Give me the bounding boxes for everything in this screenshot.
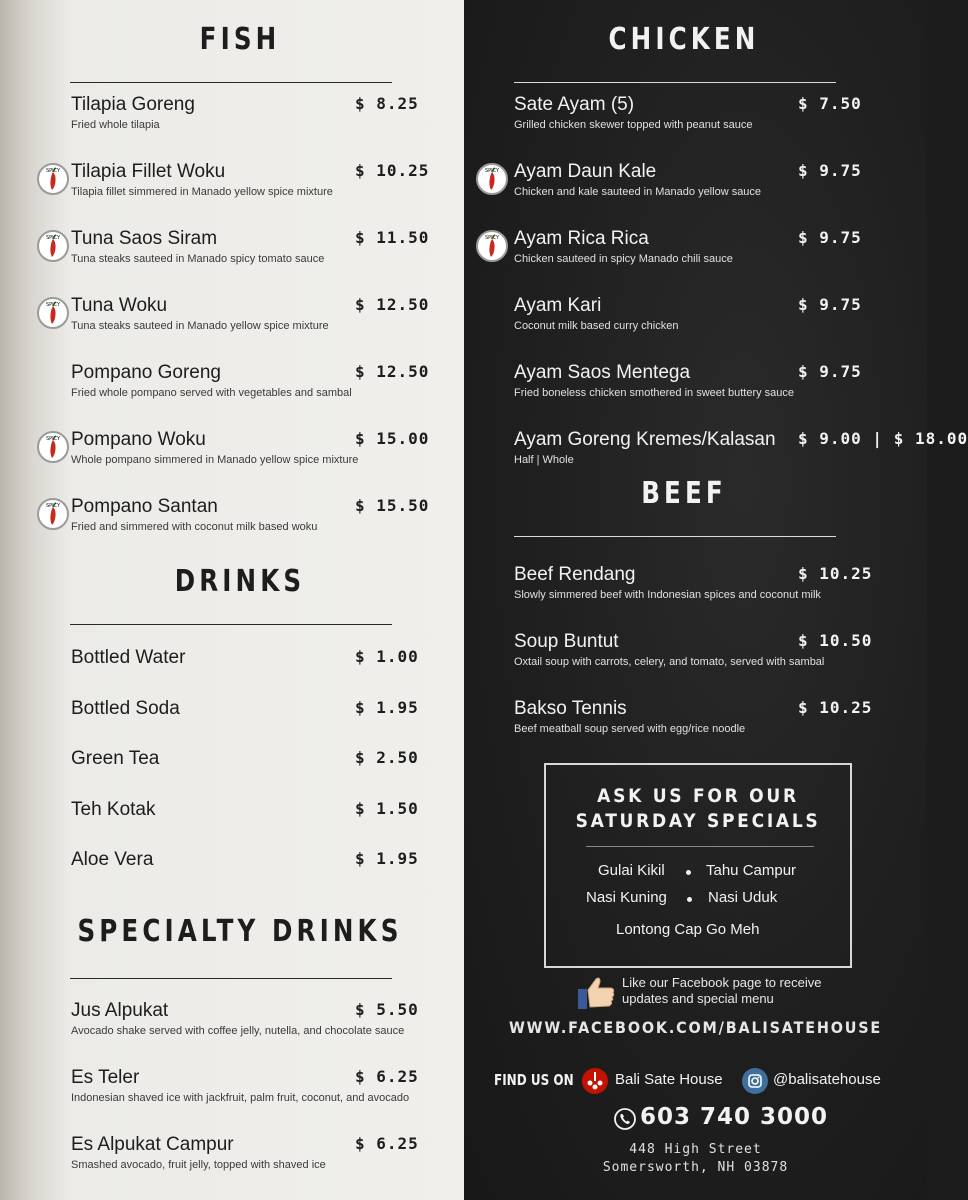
menu-item-price: $ 2.50 — [355, 748, 419, 767]
instagram-icon[interactable] — [741, 1067, 769, 1095]
menu-item-price: $ 9.75 — [798, 161, 862, 180]
menu-item-name: Tuna Woku — [71, 295, 168, 316]
menu-item-name: Tilapia Goreng — [71, 94, 195, 115]
menu-item-description: Whole pompano simmered in Manado yellow spice mixture — [71, 454, 359, 466]
menu-item-description: Half | Whole — [514, 454, 574, 466]
menu-item-name: Aloe Vera — [71, 849, 154, 870]
address-line2: Somersworth, NH 03878 — [602, 1160, 789, 1175]
menu-item-name: Ayam Saos Mentega — [514, 362, 691, 383]
find-us-label: FIND US ON — [494, 1071, 574, 1089]
phone-icon — [614, 1108, 636, 1130]
menu-item-price: $ 9.75 — [798, 228, 862, 247]
menu-item — [71, 362, 431, 402]
menu-item — [71, 1134, 431, 1174]
menu-item-price: $ 1.00 — [355, 647, 419, 666]
phone-number[interactable]: 603 740 3000 — [640, 1104, 829, 1130]
menu-item-price: $ 15.50 — [355, 496, 430, 515]
specials-divider — [586, 846, 814, 847]
menu-item-name: Bottled Water — [71, 647, 186, 668]
menu-item — [514, 564, 924, 604]
menu-item-price: $ 9.00 | $ 18.00 — [798, 429, 968, 448]
specialty-drinks-section-title: SPECIALTY DRINKS — [77, 914, 403, 949]
menu-item-price: $ 1.95 — [355, 849, 419, 868]
right-panel — [464, 0, 968, 1200]
instagram-handle[interactable]: @balisatehouse — [773, 1071, 881, 1088]
menu-item — [514, 94, 924, 134]
fish-title-rule — [70, 82, 392, 83]
thumbs-up-icon — [576, 975, 616, 1011]
menu-item-name: Jus Alpukat — [71, 1000, 169, 1021]
menu-item — [71, 799, 431, 839]
spicy-chili-icon — [37, 297, 69, 329]
menu-item-price: $ 7.50 — [798, 94, 862, 113]
menu-item — [71, 496, 431, 536]
chicken-section-title: CHICKEN — [608, 22, 760, 57]
saturday-specials-box — [544, 763, 852, 968]
menu-item — [71, 698, 431, 738]
menu-item-description: Chicken sauteed in spicy Manado chili sauce — [514, 253, 733, 265]
address-line1: 448 High Street — [629, 1142, 762, 1157]
menu-item — [71, 228, 431, 268]
menu-item-name: Sate Ayam (5) — [514, 94, 635, 115]
specials-title-line2: SATURDAY SPECIALS — [575, 810, 821, 832]
menu-item-name: Ayam Kari — [514, 295, 602, 316]
menu-item-name: Bottled Soda — [71, 697, 180, 719]
yelp-name[interactable]: Bali Sate House — [615, 1071, 723, 1088]
menu-item-description: Fried whole pompano served with vegetables and sambal — [71, 387, 352, 399]
facebook-promo-line2: updates and special menu — [622, 991, 774, 1006]
menu-item-description: Beef meatball soup served with egg/rice noodle — [514, 723, 746, 735]
menu-item — [514, 161, 924, 201]
specials-title-line1: ASK US FOR OUR — [597, 785, 799, 807]
menu-item-name: Pompano Goreng — [71, 362, 221, 383]
menu-item — [514, 429, 968, 469]
menu-item — [71, 429, 431, 469]
menu-item — [514, 362, 924, 402]
menu-item-description: Smashed avocado, fruit jelly, topped with shaved ice — [71, 1159, 326, 1171]
menu-item-name: Pompano Woku — [71, 429, 206, 450]
menu-item-price: $ 9.75 — [798, 295, 862, 314]
menu-item-price: $ 6.25 — [355, 1134, 419, 1153]
menu-item-price: $ 10.50 — [798, 631, 873, 650]
beef-title-rule — [514, 536, 836, 537]
facebook-promo-text — [622, 975, 821, 1007]
menu-item-price: $ 12.50 — [355, 295, 430, 314]
menu-item-description: Oxtail soup with carrots, celery, and tomato, served with sambal — [514, 656, 825, 668]
menu-item-price: $ 10.25 — [355, 161, 430, 180]
menu-item-description: Coconut milk based curry chicken — [514, 320, 679, 332]
menu-item-name: Green Tea — [71, 748, 160, 769]
menu-item — [514, 295, 924, 335]
menu-item-price: $ 1.50 — [355, 798, 419, 818]
menu-item-name: Es Teler — [71, 1067, 140, 1088]
spicy-label: SPICY — [45, 168, 61, 174]
menu-item-price: $ 10.25 — [798, 698, 873, 717]
fish-section-title: FISH — [199, 22, 281, 57]
drinks-section-title: DRINKS — [174, 564, 306, 599]
menu-item-name: Bakso Tennis — [514, 698, 627, 719]
spicy-chili-icon — [37, 163, 69, 195]
special-item: Tahu Campur — [706, 862, 797, 879]
menu-item — [514, 228, 924, 268]
menu-item-name: Ayam Daun Kale — [514, 161, 657, 182]
menu-item-name: Pompano Santan — [71, 496, 218, 517]
menu-item-name: Ayam Goreng Kremes/Kalasan — [514, 429, 776, 450]
left-panel — [0, 0, 464, 1200]
spicy-chili-icon — [37, 230, 69, 262]
menu-item-price: $ 9.75 — [798, 362, 862, 381]
menu-item — [514, 698, 924, 738]
spicy-label: SPICY — [45, 503, 61, 509]
spicy-chili-icon — [476, 230, 508, 262]
special-separator-dot — [687, 897, 692, 902]
menu-item-price: $ 15.00 — [355, 429, 430, 448]
menu-item-price: $ 10.25 — [798, 564, 873, 583]
menu-item — [71, 748, 431, 788]
spicy-chili-icon — [476, 163, 508, 195]
menu-item-description: Tuna steaks sauteed in Manado yellow spice mixture — [71, 320, 329, 332]
menu-item-description: Tilapia fillet simmered in Manado yellow spice mixture — [71, 186, 333, 198]
special-separator-dot — [686, 870, 691, 875]
menu-item — [514, 631, 924, 671]
menu-item-name: Soup Buntut — [514, 631, 619, 652]
special-item: Nasi Uduk — [708, 889, 778, 906]
menu-item-price: $ 6.25 — [355, 1067, 419, 1086]
spicy-label: SPICY — [45, 235, 61, 241]
spicy-label: SPICY — [484, 235, 500, 241]
special-item: Lontong Cap Go Meh — [616, 921, 760, 938]
spicy-chili-icon — [37, 498, 69, 530]
menu-item-name: Tilapia Fillet Woku — [71, 161, 226, 182]
yelp-icon[interactable] — [581, 1067, 609, 1095]
menu-item — [71, 849, 431, 889]
specialty-drinks-title-rule — [70, 978, 392, 979]
menu-item-price: $ 12.50 — [355, 362, 430, 381]
menu-item-name: Tuna Saos Siram — [71, 228, 218, 249]
menu-item-name: Teh Kotak — [71, 798, 156, 820]
chicken-title-rule — [514, 82, 836, 83]
menu-item-description: Fried and simmered with coconut milk based woku — [71, 521, 318, 533]
menu-item-price: $ 11.50 — [355, 228, 430, 247]
menu-item-description: Tuna steaks sauteed in Manado spicy tomato sauce — [71, 253, 325, 265]
menu-item — [71, 647, 431, 687]
menu-item-description: Avocado shake served with coffee jelly, nutella, and chocolate sauce — [71, 1025, 405, 1037]
menu-item — [71, 1000, 431, 1040]
menu-item-description: Grilled chicken skewer topped with peanut sauce — [514, 119, 753, 131]
menu-item-description: Fried whole tilapia — [71, 119, 160, 131]
spicy-label: SPICY — [45, 436, 61, 442]
menu-item-description: Slowly simmered beef with Indonesian spices and coconut milk — [514, 589, 821, 601]
drinks-title-rule — [70, 624, 392, 625]
menu-item-description: Chicken and kale sauteed in Manado yellow sauce — [514, 186, 762, 198]
menu-item-name: Es Alpukat Campur — [71, 1134, 234, 1155]
menu-item — [71, 94, 431, 134]
menu-item-name: Ayam Rica Rica — [514, 228, 649, 249]
spicy-label: SPICY — [45, 302, 61, 308]
spicy-chili-icon — [37, 431, 69, 463]
menu-item — [71, 1067, 431, 1107]
spicy-label: SPICY — [484, 168, 500, 174]
menu-item — [71, 295, 431, 335]
menu-item-price: $ 5.50 — [355, 1000, 419, 1019]
special-item: Nasi Kuning — [586, 889, 667, 906]
menu-item — [71, 161, 431, 201]
menu-item-name: Beef Rendang — [514, 564, 636, 585]
menu-item-description: Indonesian shaved ice with jackfruit, palm fruit, coconut, and avocado — [71, 1092, 410, 1104]
special-item: Gulai Kikil — [598, 862, 665, 879]
menu-item-description: Fried boneless chicken smothered in sweet buttery sauce — [514, 387, 795, 399]
menu-item-price: $ 8.25 — [355, 94, 419, 113]
facebook-url-link[interactable]: WWW.FACEBOOK.COM/BALISATEHOUSE — [508, 1018, 883, 1037]
facebook-promo-line1: Like our Facebook page to receive — [622, 975, 822, 990]
menu-item-price: $ 1.95 — [355, 697, 419, 717]
beef-section-title: BEEF — [641, 476, 727, 511]
